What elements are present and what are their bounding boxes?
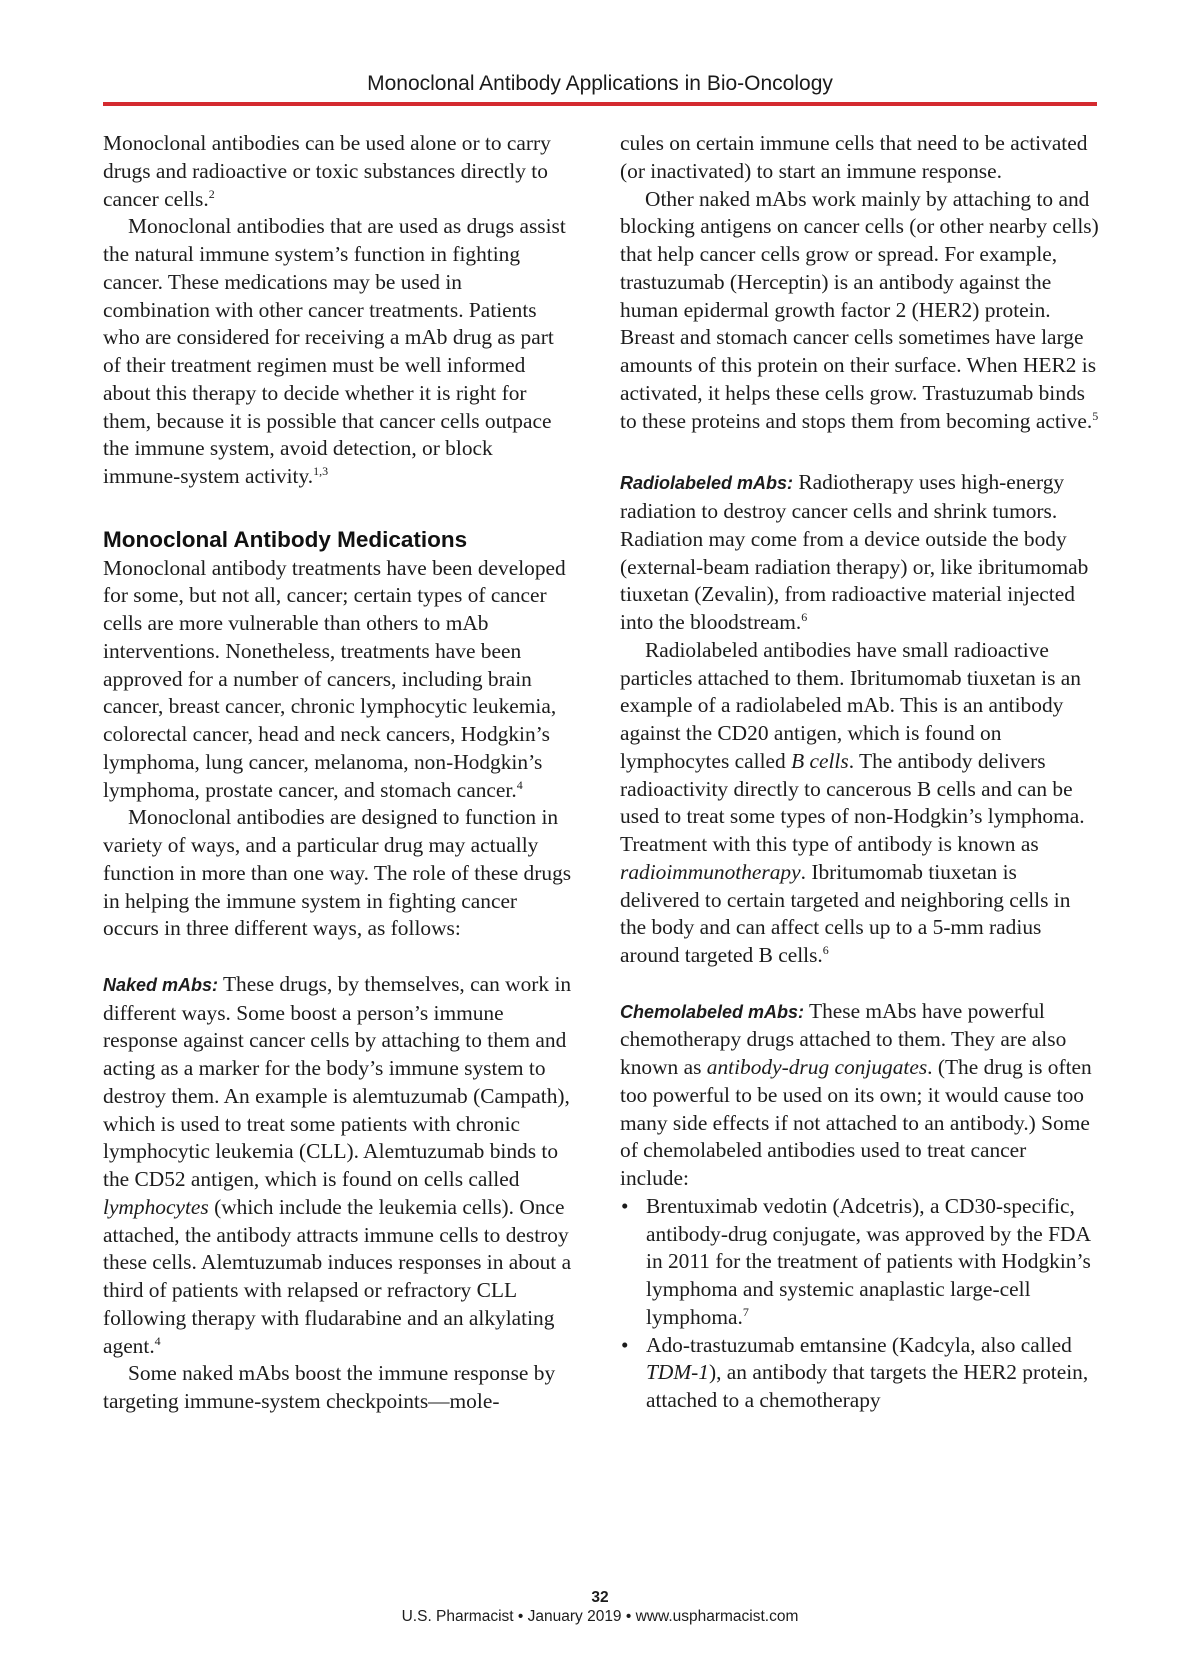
reference[interactable]: 4 <box>154 1333 161 1348</box>
header-rule <box>103 102 1097 106</box>
reference[interactable]: 7 <box>742 1304 749 1319</box>
reference[interactable]: 5 <box>1092 408 1099 423</box>
bullet-icon: • <box>621 1332 629 1357</box>
paragraph: Monoclonal antibodies are designed to function in variety of ways, and a particular drug may actually function in more than one way. The role of these drugs in helping the immune system in fighting cancer occurs in three different ways, as follows: <box>103 805 572 941</box>
right-column <box>620 130 1100 1415</box>
footer: U.S. Pharmacist • January 2019 • www.uspharmacist.com <box>401 1608 799 1625</box>
reference[interactable]: 1,3 <box>313 464 329 478</box>
paragraph: Naked mAbs: These drugs, by themselves, can work in different ways. Some boost a person’s immune response against cancer cells by attaching to them and acting as a marker for the body’s immune system to destroy them. An example is alemtuzumab (Campath), which is used to treat some patients with chronic lymphocytic leukemia (CLL). Alemtuzumab binds to the CD52 antigen, which is found on cells called lymphocytes (which include the leukemia cells). Once attached, the antibody attracts immune cells to destroy these cells. Alemtuzumab induces responses in about a third of patients with relapsed or refractory CLL following therapy with fludarabine and an alkylating agent.$^4$ <box>103 971 572 1358</box>
reference[interactable]: 6 <box>801 610 808 624</box>
section-heading: Monoclonal Antibody Medications <box>103 526 468 552</box>
paragraph: Radiolabeled antibodies have small radioactive particles attached to them. Ibritumomab tiuxetan is an example of a radiolabeled mAb. This is an antibody against the CD20 antigen, which is found on lymphocytes called B cells. The antibody delivers radioactivity directly to cancerous B cells and can be used to treat some types of non-Hodgkin’s lymphoma. Treatment with this type of antibody is known as radioimmunotherapy. Ibritumomab tiuxetan is delivered to certain targeted and neighboring cells in the body and can affect cells up to a 5-mm radius around targeted B cells.$^6$ <box>620 637 1085 967</box>
paragraph: Some naked mAbs boost the immune response by targeting immune-system checkpoints—mole- <box>103 1361 556 1413</box>
reference[interactable]: 6 <box>822 943 829 957</box>
list-item: • Brentuximab vedotin (Adcetris), a CD30-specific, antibody-drug conjugate, was approved by the FDA in 2011 for the treatment of patients with Hodgkin’s lymphoma and systemic anaplastic large-cell lymphoma.$^7$ <box>621 1193 1091 1329</box>
paragraph: Monoclonal antibodies can be used alone or to carry drugs and radioactive or toxic substances directly to cancer cells.$^2$ <box>103 131 551 211</box>
run-in-label: Radiolabeled mAbs: <box>620 473 794 494</box>
list-item: • Ado-trastuzumab emtansine (Kadcyla, also called TDM-1), an antibody that targets the HER2 protein, attached to a chemotherapy <box>621 1332 1089 1412</box>
reference[interactable]: 2 <box>208 186 215 201</box>
paragraph: Monoclonal antibody treatments have been developed for some, but not all, cancer; certain types of cancer cells are more vulnerable than others to mAb interventions. Nonetheless, treatments have been approved for a number of cancers, including brain cancer, breast cancer, chronic lymphocytic leukemia, colorectal cancer, head and neck cancers, Hodgkin’s lymphoma, lung cancer, melanoma, non-Hodgkin’s lymphoma, prostate cancer, and stomach cancer.$^4$ <box>103 555 566 802</box>
reference[interactable]: 4 <box>516 777 523 792</box>
paragraph: Other naked mAbs work mainly by attaching to and blocking antigens on cancer cells (or other nearby cells) that help cancer cells grow or spread. For example, trastuzumab (Herceptin) is an antibody against the human epidermal growth factor 2 (HER2) protein. Breast and stomach cancer cells sometimes have large amounts of this protein on their surface. When HER2 is activated, it helps these cells grow. Trastuzumab binds to these proteins and stops them from becoming active.$^5$ <box>620 186 1099 433</box>
bullet-icon: • <box>621 1193 629 1218</box>
paragraph: cules on certain immune cells that need to be activated (or inactivated) to start an immune response. <box>620 131 1088 183</box>
left-column <box>103 130 573 1416</box>
paragraph: Chemolabeled mAbs: These mAbs have powerful chemotherapy drugs attached to them. They are also known as antibody-drug conjugates. (The drug is often too powerful to be used on its own; it would cause too many side effects if not attached to an antibody.) Some of chemolabeled antibodies used to treat cancer include: <box>620 998 1092 1190</box>
running-header: Monoclonal Antibody Applications in Bio-Oncology <box>367 72 833 95</box>
run-in-label: Chemolabeled mAbs: <box>620 1001 805 1022</box>
page-number: 32 <box>591 1589 609 1606</box>
run-in-label: Naked mAbs: <box>103 974 219 995</box>
paragraph: Monoclonal antibodies that are used as drugs assist the natural immune system’s function in fighting cancer. These medications may be used in combination with other cancer treatments. Patients who are considered for receiving a mAb drug as part of their treatment regimen must be well informed about this therapy to decide whether it is right for them, because it is possible that cancer cells outpace the immune system, avoid detection, or block immune-system activity.$^{1,3}$ <box>103 214 566 488</box>
drug-list <box>620 1193 1100 1415</box>
paragraph: Radiolabeled mAbs: Radiotherapy uses high-energy radiation to destroy cancer cells and shrink tumors. Radiation may come from a device outside the body (external-beam radiation therapy) or, like ibritumomab tiuxetan (Zevalin), from radioactive material injected into the bloodstream.$^6$ <box>620 470 1089 634</box>
